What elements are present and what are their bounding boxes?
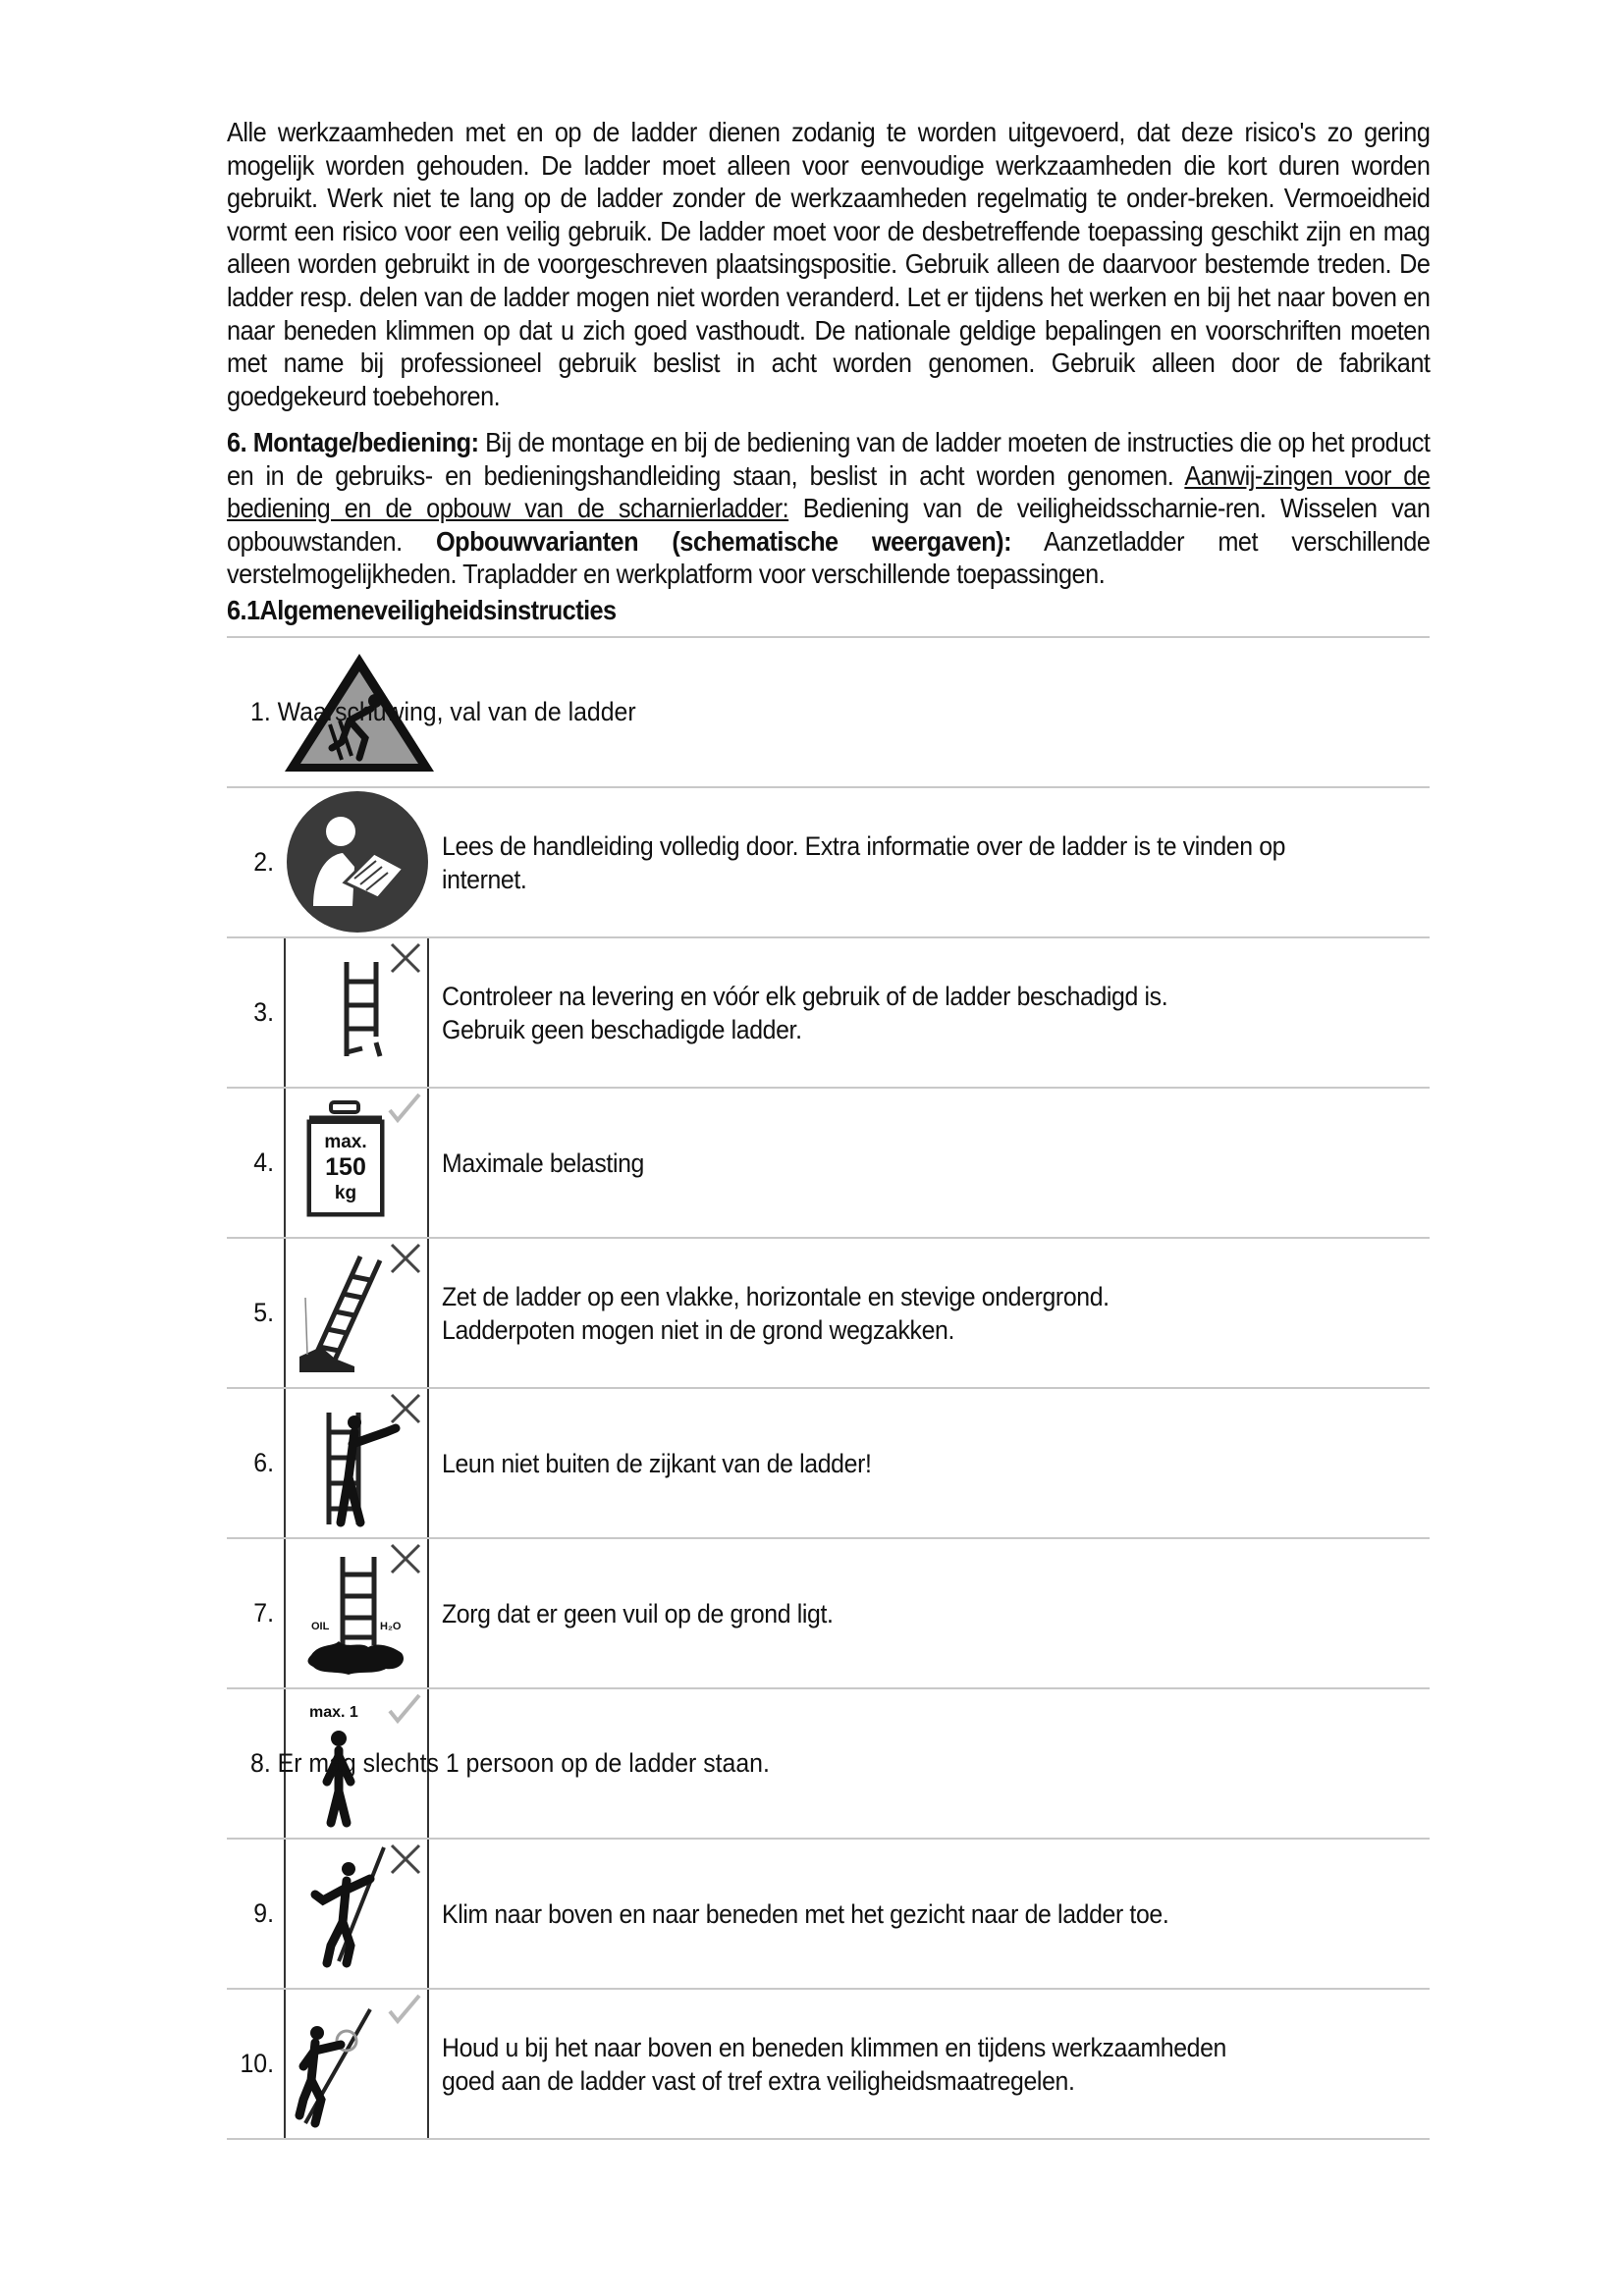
table-row: [227, 1387, 1430, 1537]
climb-facing-icon: [284, 1840, 429, 1988]
row-3-text: Controleer na levering en vóór elk gebruik of de ladder beschadigd is. Gebruik geen beschadigde ladder.: [442, 981, 1168, 1044]
table-row: [227, 1087, 1430, 1237]
uneven-ground-icon: [284, 1239, 429, 1387]
hold-on-icon: [284, 1990, 429, 2138]
row-10-text: Houd u bij het naar boven en beneden klimmen en tijdens werkzaamheden goed aan de ladder vast of tref extra veiligheidsmaatregelen.: [442, 2032, 1227, 2096]
row-number: 7.: [253, 1598, 274, 1628]
weight-unit: kg: [334, 1183, 357, 1203]
section-6-underlined: Aanwij-zingen voor de bediening en de opbouw van de scharnierladder:: [227, 459, 1431, 524]
weight-value: 150: [325, 1153, 366, 1181]
table-row: [227, 1687, 1430, 1838]
row-5-text: Zet de ladder op een vlakke, horizontale en stevige ondergrond. Ladderpoten mogen niet in de grond wegzakken.: [442, 1281, 1110, 1345]
table-row: [227, 1537, 1430, 1687]
heading-6-1: 6.1Algemeneveiligheidsinstructies: [227, 595, 617, 625]
leaning-icon: [284, 1389, 429, 1537]
max-load-icon: [284, 1089, 429, 1237]
dirt-ground-icon: [284, 1539, 429, 1687]
row-number: 9.: [253, 1898, 274, 1928]
damaged-ladder-icon: [284, 938, 429, 1087]
table-row: [227, 786, 1430, 936]
table-row: [227, 1237, 1430, 1387]
row-8-text: 8. Er mag slechts 1 persoon op de ladder staan.: [250, 1748, 770, 1778]
row-1-text: 1. Waarschuwing, val van de ladder: [250, 697, 636, 726]
section-6-paragraph: 6. Montage/bediening: Bij de montage en bij de bediening van de ladder moeten de instructies die op het product en in de gebruiks- en bedieningshandleiding staan, beslist in acht worden genomen. Aanwij-zingen voor de bediening en de opbouw van de scharnierladder: Bediening van de veiligheidsscharnie-ren. Wisselen van opbouwstanden. Opbouwvarianten (schematische weergaven): Aanzetladder met verschillende verstelmogelijkheden. Trapladder en werkplatform voor verschillende toepassingen.: [227, 427, 1431, 590]
intro-paragraph: Alle werkzaamheden met en op de ladder dienen zodanig te worden uitgevoerd, dat deze risico's zo gering mogelijk worden gehouden. De ladder moet alleen voor eenvoudige werkzaamheden die kort duren worden gebruikt. Werk niet te lang op de ladder zonder de werkzaamheden regelmatig te onder-breken. Vermoeidheid vormt een risico voor een veilig gebruik. De ladder moet voor de desbetreffende toepassing geschikt zijn en mag alleen worden gebruikt in de voorgeschreven plaatsingspositie. Gebruik alleen de daarvoor bestemde treden. De ladder resp. delen van de ladder mogen niet worden veranderd. Let er tijdens het werken en bij het naar boven en naar beneden klimmen op dat u zich goed vasthoudt. De nationale geldige bepalingen en voorschriften moeten met name bij professioneel gebruik beslist in acht worden genomen. Gebruik alleen door de fabrikant goedgekeurd toebehoren.: [227, 117, 1431, 411]
read-manual-icon: [284, 788, 431, 935]
table-row: [227, 636, 1430, 786]
row-6-text: Leun niet buiten de zijkant van de ladder!: [442, 1448, 872, 1478]
row-2-text: Lees de handleiding volledig door. Extra informatie over de ladder is te vinden op internet.: [442, 830, 1286, 894]
table-row: [227, 936, 1430, 1087]
table-row: [227, 1838, 1430, 1988]
oil-label: OIL: [311, 1621, 330, 1632]
row-number: 10.: [240, 2049, 274, 2078]
max-persons-label: max. 1: [309, 1704, 358, 1721]
row-number: 6.: [253, 1448, 274, 1477]
weight-max-label: max.: [324, 1132, 367, 1152]
row-9-text: Klim naar boven en naar beneden met het gezicht naar de ladder toe.: [442, 1898, 1169, 1929]
section-6-title: 6. Montage/bediening:: [227, 427, 479, 457]
row-7-text: Zorg dat er geen vuil op de grond ligt.: [442, 1598, 834, 1629]
row-number: 3.: [253, 997, 274, 1027]
water-label: H₂O: [380, 1621, 402, 1632]
row-4-text: Maximale belasting: [442, 1148, 645, 1178]
section-6-bold-variants: Opbouwvarianten (schematische weergaven):: [435, 525, 1012, 557]
row-number: 4.: [253, 1148, 274, 1177]
row-number: 5.: [253, 1298, 274, 1327]
row-number: 2.: [253, 847, 274, 877]
table-row: [227, 1988, 1430, 2140]
safety-table: [227, 636, 1430, 2140]
